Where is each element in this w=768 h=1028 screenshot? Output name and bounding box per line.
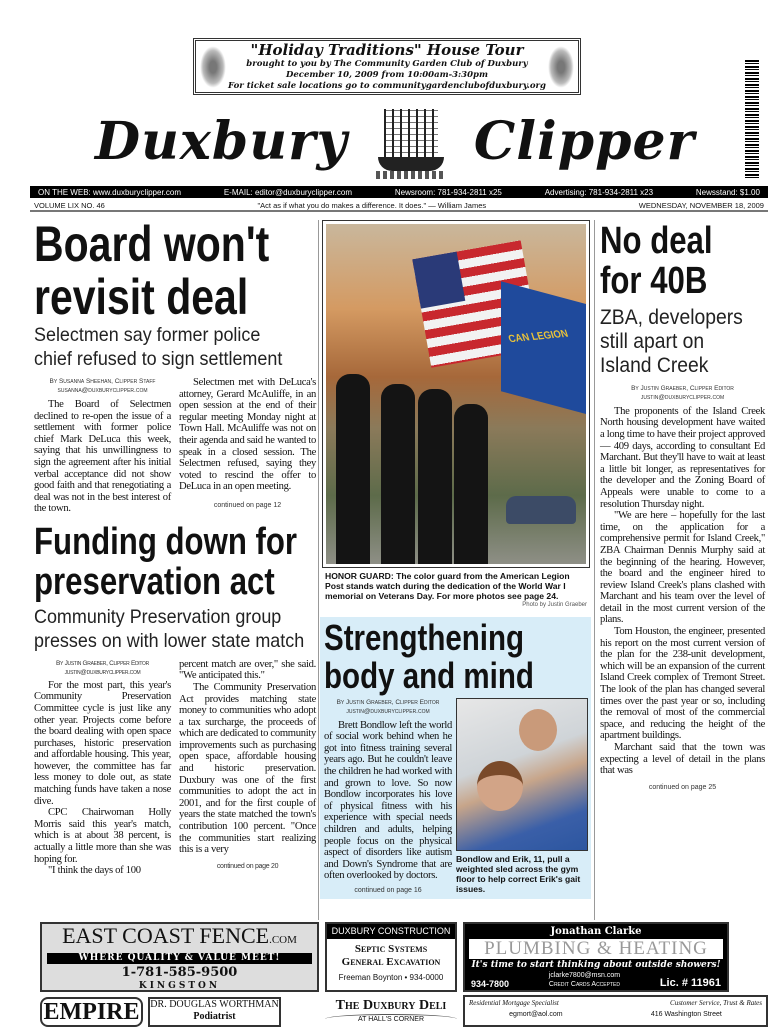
honor-guard-photo[interactable] bbox=[322, 220, 590, 568]
continued-link[interactable]: continued on page 12 bbox=[213, 501, 282, 509]
ad-email: egmort@aol.com bbox=[509, 1011, 563, 1018]
podiatrist-ad[interactable] bbox=[148, 997, 281, 1027]
article-text: "We are here – hopefully for the last time, on the application for a comprehensive permit for Island Creek," ZBA Chairman Dennis Murphy said at the beginning of the hearing. However, the board and the engineer hired to review Island Creek's plans clashed with Marchant and his team over the level of detail in the most current version of the plans. bbox=[600, 510, 765, 626]
issue-line bbox=[30, 200, 768, 212]
banner-line: December 10, 2009 from 10:00am-3:30pm bbox=[286, 70, 488, 80]
left-column bbox=[34, 218, 316, 877]
story-strengthening bbox=[320, 617, 591, 899]
article-text: "I think the days of 100 bbox=[48, 865, 141, 877]
ad-phone: 934-7800 bbox=[471, 979, 510, 989]
photo-caption: Bondlow and Erik, 11, pull a weighted sled across the gym floor to help correct Erik's gait issues. bbox=[456, 853, 581, 894]
ad-service: Septic Systems bbox=[354, 943, 428, 955]
article-text: Brett Bondlow left the world of social work behind when he got into fitness training several years ago. But he couldn't leave the children he had worked with and grown to love. So now Bondlow incorporates his love of physical fitness with his experience with special needs children and adults, helping people focus on the physical aspect of disorders like autism and Down's Syndrome that are often overlooked by doctors. bbox=[324, 719, 452, 882]
barcode bbox=[745, 60, 759, 178]
headline[interactable]: Funding down for bbox=[34, 520, 298, 563]
email[interactable]: E-MAIL: editor@duxburyclipper.com bbox=[223, 187, 353, 197]
headline[interactable]: No deal bbox=[600, 220, 713, 262]
empire-ad[interactable] bbox=[40, 997, 143, 1027]
banner-line: For ticket sale locations go to communitygardenclubofduxbury.org bbox=[228, 81, 546, 91]
holly-leaf-icon bbox=[548, 46, 574, 88]
byline: By Justin Graeber, Clipper Editor bbox=[336, 698, 440, 706]
center-column bbox=[320, 220, 591, 899]
column-divider bbox=[594, 220, 595, 920]
ad-owner: Jonathan Clarke bbox=[550, 926, 642, 937]
ad-name: The Duxbury Deli bbox=[335, 998, 447, 1013]
ad-tagline: It's time to start thinking about outside showers! bbox=[471, 960, 721, 970]
byline-email[interactable]: justin@duxburyclipper.com bbox=[346, 707, 430, 715]
ad-text: Residential Mortgage Specialist bbox=[469, 999, 559, 1007]
masthead-word: Clipper bbox=[473, 110, 695, 172]
subhead: ZBA, developers bbox=[600, 305, 743, 329]
newsroom-phone: Newsroom: 781-934-2811 x25 bbox=[394, 187, 502, 197]
ad-name: EMPIRE bbox=[43, 999, 140, 1025]
holly-leaf-icon bbox=[200, 46, 226, 88]
holiday-tour-banner-ad[interactable] bbox=[193, 38, 581, 95]
continued-link[interactable]: continued on page 16 bbox=[354, 886, 422, 894]
article-text: The Community Preservation Act provides matching state money to communities who adopt a tax surcharge, the proceeds of which are dedicated to community improvements such as purchasing open space, affordable housing and historic preservation. Duxbury was one of the first communities to adopt the act in 2001, and for the first couple of years the state matched the town's contribution 100 percent. "Once the communities start realizing this is a very bbox=[179, 681, 316, 856]
advertising-phone: Advertising: 781-934-2811 x23 bbox=[544, 187, 654, 197]
issue-date: WEDNESDAY, NOVEMBER 18, 2009 bbox=[638, 200, 764, 210]
caption-text: HONOR GUARD: The color guard from the American Legion Post stands watch during the dedication of the World War I memorial on Veterans Day. For more photos see page 24. bbox=[325, 571, 570, 601]
ad-title: Podiatrist bbox=[193, 1011, 236, 1022]
continued-link[interactable]: continued on page 20 bbox=[216, 862, 279, 870]
article-text: The proponents of the Island Creek North housing development have waited a long time to have their project approved — 409 days, according to consultant Ed Marchant. But they'll have to wait at least a little bit longer, as representatives for the developer and the Zoning Board of Appeals were unable to come to a resolution Thursday night. bbox=[600, 405, 765, 510]
quote: "Act as if what you do makes a difference. It does." — William James bbox=[257, 200, 487, 210]
volume: VOLUME LIX NO. 46 bbox=[34, 200, 105, 210]
plumbing-heating-ad[interactable] bbox=[463, 922, 729, 992]
ad-contact: Freeman Boynton • 934-0000 bbox=[338, 973, 444, 982]
banner-title: "Holiday Traditions" House Tour bbox=[250, 41, 524, 59]
ad-name: PLUMBING & HEATING bbox=[469, 939, 723, 959]
headline[interactable]: Board won't bbox=[34, 216, 270, 272]
headline[interactable]: Strengthening bbox=[324, 617, 525, 658]
column-divider bbox=[318, 220, 319, 920]
byline: By Justin Graeber, Clipper Editor bbox=[631, 384, 734, 392]
ad-cards: Credit Cards Accepted bbox=[548, 981, 620, 988]
byline: By Justin Graeber, Clipper Editor bbox=[56, 659, 149, 667]
ad-service: General Excavation bbox=[341, 956, 441, 968]
article-text: Selectmen met with DeLuca's attorney, Gerard McAuliffe, in an open session at the end of their regular meeting Monday night at Town Hall. McAuliffe was not on their agenda and said he wanted to speak in a closed session. The Selectmen refused, saying they voted to rescind the offer to DeLuca in an open meeting. bbox=[179, 377, 316, 493]
byline-email[interactable]: justin@duxburyclipper.com bbox=[640, 393, 725, 401]
newsstand-price: Newsstand: $1.00 bbox=[695, 187, 760, 197]
article-text: For the most part, this year's Community Preservation Committee cycle is just like any other year. Projects come before the board dealing with open space purchases, historic preservation and affordable housing. This year, however, the committee has far less money to dole out, as state matching funds have taken a nose dive. bbox=[34, 679, 171, 807]
ad-name: EAST COAST FENCE bbox=[62, 923, 270, 948]
ad-name: DUXBURY CONSTRUCTION bbox=[327, 924, 455, 939]
masthead bbox=[95, 98, 695, 184]
ad-text: Customer Service, Trust & Rates bbox=[670, 999, 762, 1007]
banner-line: brought to you by The Community Garden Club of Duxbury bbox=[246, 59, 528, 69]
article-text: percent match are over," she said. "We anticipated this." bbox=[179, 658, 316, 682]
ad-suffix: .COM bbox=[269, 934, 297, 946]
east-coast-fence-ad[interactable] bbox=[40, 922, 319, 992]
continued-link[interactable]: continued on page 25 bbox=[648, 783, 717, 791]
subhead: still apart on bbox=[600, 329, 705, 353]
photo-credit: Photo by Justin Graeber bbox=[522, 602, 587, 608]
headline[interactable]: for 40B bbox=[600, 259, 708, 302]
photo-caption bbox=[320, 568, 591, 609]
duxbury-deli-ad[interactable] bbox=[325, 998, 457, 1024]
byline-email[interactable]: justin@duxburyclipper.com bbox=[64, 668, 141, 676]
masthead-word: Duxbury bbox=[95, 110, 348, 172]
headline[interactable]: body and mind bbox=[324, 654, 534, 696]
ad-email: jclarke7800@msn.com bbox=[548, 972, 621, 979]
headline[interactable]: revisit deal bbox=[34, 268, 249, 325]
subhead: presses on with lower state match bbox=[34, 629, 305, 652]
byline-email[interactable]: susanna@duxburyclipper.com bbox=[57, 387, 148, 394]
story-board-wont-revisit bbox=[34, 218, 316, 515]
ad-location: AT HALL'S CORNER bbox=[325, 1014, 457, 1024]
contact-bar bbox=[30, 186, 768, 198]
duxbury-construction-ad[interactable] bbox=[325, 922, 457, 992]
ad-name: DR. DOUGLAS WORTHMAN bbox=[150, 999, 279, 1010]
article-text: Tom Houston, the engineer, presented his report on the most current version of the plan for the 238-unit development, which will be an expansion of the current Island Creek complex of Tremont Street. The look of the plan has changed several times over the past year or so, including the removal of most of the commercial space, and reducing the height of the apartment buildings. bbox=[600, 626, 765, 742]
article-text: CPC Chairwoman Holly Morris said this year's match, which is at about 38 percent, is actually a little more than she was hoping for. bbox=[34, 807, 171, 865]
article-text: The Board of Selectmen declined to re-open the issue of a settlement with former police chief Mark DeLuca this week, saying that his unwillingness to sign the agreement after his initial verbal acceptance did not show good faith and that renegotiating a deal was not in the best interest of the town. bbox=[34, 399, 171, 515]
subhead: Island Creek bbox=[600, 353, 709, 377]
byline: By Susanna Sheehan, Clipper Staff bbox=[49, 378, 156, 385]
story-funding-down bbox=[34, 520, 316, 877]
headline[interactable]: preservation act bbox=[34, 560, 275, 603]
bondlow-erik-photo[interactable] bbox=[456, 698, 588, 851]
story-no-deal-40b bbox=[600, 222, 765, 792]
ad-license: Lic. # 11961 bbox=[659, 977, 721, 989]
subhead: Community Preservation group bbox=[34, 605, 282, 628]
ad-phone: 1-781-585-9500 bbox=[121, 965, 238, 980]
subhead: Selectmen say former police bbox=[34, 324, 261, 346]
legion-flag bbox=[501, 281, 586, 416]
article-text: Marchant said that the town was expecting a level of detail in the plans that was bbox=[600, 742, 765, 777]
ship-logo-icon bbox=[376, 101, 446, 181]
flag-text: CAN LEGION bbox=[507, 328, 570, 346]
ad-tagline: WHERE QUALITY & VALUE MEET! bbox=[47, 953, 312, 964]
mortgage-ad[interactable] bbox=[463, 995, 768, 1027]
website[interactable]: ON THE WEB: www.duxburyclipper.com bbox=[38, 187, 182, 197]
ad-address: 416 Washington Street bbox=[650, 1011, 722, 1018]
subhead: chief refused to sign settlement bbox=[34, 348, 283, 370]
ad-town: KINGSTON bbox=[138, 981, 221, 991]
ads-area bbox=[0, 922, 768, 1028]
